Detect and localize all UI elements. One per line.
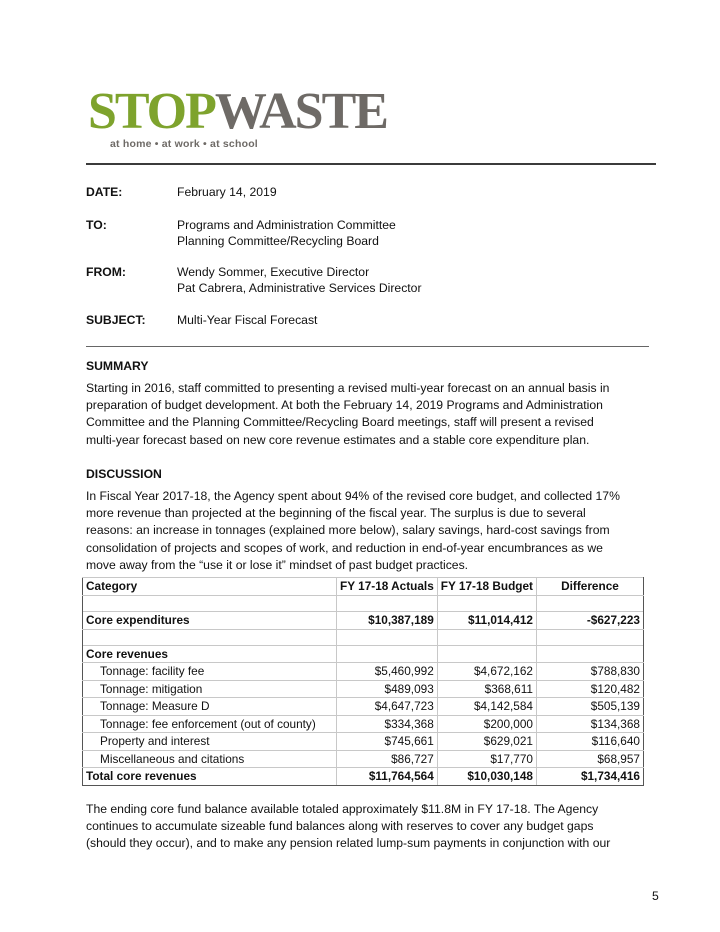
table-cell: $489,093 bbox=[337, 680, 438, 698]
table-cell: $17,770 bbox=[437, 750, 536, 768]
header-rule bbox=[86, 163, 656, 165]
closing-line: The ending core fund balance available totaled approximately $11.8M in FY 17-18. The Agency bbox=[86, 802, 599, 816]
discussion-line: move away from the “use it or lose it” mindset of past budget practices. bbox=[86, 557, 469, 572]
to-line-2: Planning Committee/Recycling Board bbox=[177, 234, 379, 248]
closing-paragraph bbox=[86, 801, 646, 853]
summary-line: multi-year forecast based on new core revenue estimates and a stable core expenditure plan. bbox=[86, 432, 590, 447]
core-revenues-section-row bbox=[83, 645, 644, 663]
discussion-heading: DISCUSSION bbox=[86, 467, 162, 481]
subject-value: Multi-Year Fiscal Forecast bbox=[177, 313, 318, 327]
header-budget: FY 17-18 Budget bbox=[437, 578, 536, 596]
logo-waste-text: WASTE bbox=[214, 83, 387, 140]
from-label: FROM: bbox=[86, 265, 126, 279]
closing-line: continues to accumulate sizeable fund balances along with reserves to cover any budget gaps bbox=[86, 819, 594, 834]
summary-line: Starting in 2016, staff committed to presenting a revised multi-year forecast on an annual basis in bbox=[86, 381, 610, 395]
table-cell: $68,957 bbox=[536, 750, 643, 768]
table-cell: Total core revenues bbox=[83, 768, 337, 786]
table-row bbox=[83, 698, 644, 716]
header-category: Category bbox=[83, 578, 337, 596]
table-cell: $120,482 bbox=[536, 680, 643, 698]
table-cell: $200,000 bbox=[437, 715, 536, 733]
discussion-line: more revenue than projected at the beginning of the fiscal year. The surplus is due to several bbox=[86, 506, 586, 521]
table-cell: Core expenditures bbox=[83, 612, 337, 630]
closing-line: (should they occur), and to make any pension related lump-sum payments in conjunction with our bbox=[86, 836, 611, 851]
table-cell: Core revenues bbox=[83, 645, 337, 663]
table-cell: $334,368 bbox=[337, 715, 438, 733]
core-expenditures-row bbox=[83, 612, 644, 630]
summary-heading: SUMMARY bbox=[86, 359, 149, 373]
table-spacer-row bbox=[83, 596, 644, 612]
logo-tagline: at home • at work • at school bbox=[110, 138, 258, 150]
total-core-revenues-row bbox=[83, 768, 644, 786]
table-cell: $10,387,189 bbox=[337, 612, 438, 630]
summary-line: Committee and the Planning Committee/Recycling Board meetings, staff will present a revised bbox=[86, 415, 594, 430]
table-row bbox=[83, 680, 644, 698]
table-cell: $134,368 bbox=[536, 715, 643, 733]
table-spacer-row bbox=[83, 629, 644, 645]
table-cell: $10,030,148 bbox=[437, 768, 536, 786]
discussion-line: consolidation of projects and scopes of work, and reduction in end-of-year encumbrances as we bbox=[86, 540, 603, 555]
table-cell: $629,021 bbox=[437, 733, 536, 751]
table-cell: $745,661 bbox=[337, 733, 438, 751]
discussion-line: reasons: an increase in tonnages (explained more below), salary savings, hard-cost savings from bbox=[86, 523, 610, 538]
table-cell: $505,139 bbox=[536, 698, 643, 716]
summary-paragraph bbox=[86, 380, 646, 449]
header-actuals: FY 17-18 Actuals bbox=[337, 578, 438, 596]
from-line-1: Wendy Sommer, Executive Director bbox=[177, 265, 370, 279]
subject-label: SUBJECT: bbox=[86, 313, 146, 327]
to-label: TO: bbox=[86, 218, 107, 232]
table-cell: $5,460,992 bbox=[337, 663, 438, 681]
table-cell: Tonnage: mitigation bbox=[83, 680, 337, 698]
discussion-line: In Fiscal Year 2017-18, the Agency spent about 94% of the revised core budget, and collected 17% bbox=[86, 489, 620, 503]
table-cell: $368,611 bbox=[437, 680, 536, 698]
summary-line: preparation of budget development. At both the February 14, 2019 Programs and Administration bbox=[86, 398, 603, 413]
table-cell: Tonnage: Measure D bbox=[83, 698, 337, 716]
table-cell: $4,142,584 bbox=[437, 698, 536, 716]
table-cell: $11,014,412 bbox=[437, 612, 536, 630]
table-header-row bbox=[83, 578, 644, 596]
table-cell: $11,764,564 bbox=[337, 768, 438, 786]
table-row bbox=[83, 663, 644, 681]
table-cell: $788,830 bbox=[536, 663, 643, 681]
discussion-paragraph bbox=[86, 488, 646, 574]
table-cell: $4,672,162 bbox=[437, 663, 536, 681]
table-cell: $116,640 bbox=[536, 733, 643, 751]
date-label: DATE: bbox=[86, 185, 123, 199]
date-value: February 14, 2019 bbox=[177, 185, 277, 199]
page-number: 5 bbox=[652, 889, 659, 903]
logo-wordmark bbox=[88, 83, 387, 140]
fiscal-summary-table bbox=[82, 577, 644, 786]
table-cell: $4,647,723 bbox=[337, 698, 438, 716]
table-cell: Tonnage: facility fee bbox=[83, 663, 337, 681]
from-line-2: Pat Cabrera, Administrative Services Director bbox=[177, 281, 422, 295]
table-cell: $1,734,416 bbox=[536, 768, 643, 786]
stopwaste-logo bbox=[88, 83, 387, 156]
logo-stop-text: STOP bbox=[88, 83, 215, 140]
table-row bbox=[83, 750, 644, 768]
table-cell: -$627,223 bbox=[536, 612, 643, 630]
table-row bbox=[83, 733, 644, 751]
table-cell: Miscellaneous and citations bbox=[83, 750, 337, 768]
to-line-1: Programs and Administration Committee bbox=[177, 218, 396, 232]
table-row bbox=[83, 715, 644, 733]
table-cell: Property and interest bbox=[83, 733, 337, 751]
section-rule bbox=[86, 346, 649, 347]
table-cell: Tonnage: fee enforcement (out of county) bbox=[83, 715, 337, 733]
header-difference: Difference bbox=[536, 578, 643, 596]
table-cell: $86,727 bbox=[337, 750, 438, 768]
